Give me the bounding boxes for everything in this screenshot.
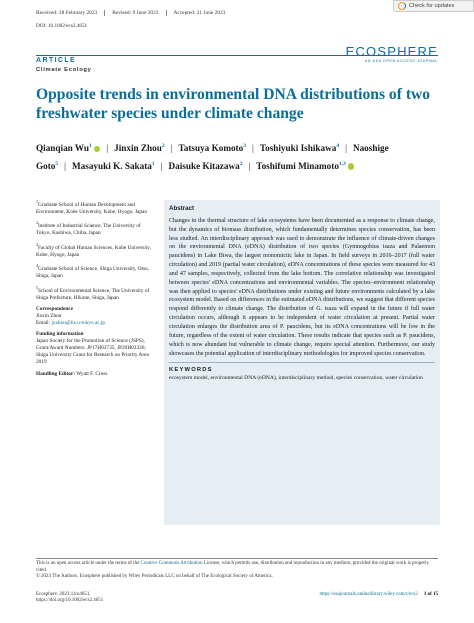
crossmark-icon — [398, 2, 406, 10]
affiliation-text: Faculty of Global Human Sciences, Kobe University, Kobe, Hyogo, Japan — [36, 244, 151, 258]
abstract-box — [164, 200, 440, 525]
journal-tagline: AN ESA OPEN ACCESS JOURNAL — [364, 59, 438, 63]
journal-url[interactable]: https://esajournals.onlinelibrary.wiley.com/r/ecs2 — [319, 592, 418, 597]
author-list — [36, 139, 446, 174]
email-label: Email: — [36, 319, 51, 326]
keywords-text: ecosystem model, environmental DNA (eDNA), interdisciplinary method, species conservation, water circulation — [169, 375, 423, 382]
author[interactable]: Masayuki K. Sakata — [72, 160, 152, 171]
email-link[interactable]: jxzhou@iis.u-tokyo.ac.jp — [51, 319, 106, 326]
author-separator: | — [345, 143, 347, 154]
correspondence-label: Correspondence — [36, 305, 73, 312]
affiliation-text: School of Environmental Science, The University of Shiga Prefecture, Hikone, Shiga, Japan — [36, 287, 150, 301]
doi: DOI: 10.1002/ecs2.4651 — [36, 23, 88, 29]
license-text-b: License, which permits use, distribution and reproduction in any medium, provided the original work is properly cited. — [36, 561, 429, 573]
check-updates-label: Check for updates — [409, 3, 455, 9]
copyright-line: © 2023 The Authors. Ecosphere published by Wiley Periodicals LLC on behalf of The Ecological Society of America. — [36, 574, 273, 580]
affiliation — [36, 198, 154, 216]
header-rule — [36, 55, 438, 56]
author-affiliation-number: 3 — [243, 143, 246, 149]
author-affiliation-number: 1 — [89, 143, 92, 149]
footer-rule — [36, 558, 438, 559]
journal-brand: ECOSPHERE — [345, 44, 438, 59]
affiliation — [36, 284, 154, 302]
affiliation-number: 4 — [36, 263, 38, 269]
funding-label: Funding information — [36, 331, 84, 338]
footer-doi[interactable]: https://doi.org/10.1002/ecs2.4651 — [36, 598, 104, 604]
orcid-icon[interactable] — [348, 163, 355, 170]
affiliation — [36, 262, 154, 280]
license — [36, 561, 440, 581]
citation — [36, 592, 103, 605]
author-separator: | — [160, 160, 163, 171]
author-separator: | — [251, 143, 254, 154]
author[interactable]: Qianqian Wu — [36, 143, 90, 154]
affiliation-number: 5 — [36, 284, 38, 290]
section-label: Climate Ecology — [36, 67, 92, 73]
keywords — [169, 362, 435, 382]
handling-editor-label: Handling Editor: — [36, 370, 75, 377]
affiliation-text: Institute of Industrial Science, The University of Tokyo, Kashiwa, Chiba, Japan — [36, 223, 141, 237]
cc-license-link[interactable]: Creative Commons Attribution — [140, 561, 203, 566]
author[interactable]: Tatsuya Komoto — [178, 143, 244, 154]
affiliation — [36, 219, 154, 237]
funding — [36, 331, 154, 366]
side-info — [36, 198, 154, 382]
journal-logo — [346, 44, 438, 63]
history-dates — [36, 10, 232, 16]
author-separator: | — [106, 143, 109, 154]
orcid-icon[interactable] — [94, 146, 101, 153]
handling-editor — [36, 371, 154, 378]
revised-date: Revised: 9 June 2023 — [105, 10, 166, 16]
affiliation-text: Graduate School of Science, Shiga University, Otsu, Shiga, Japan — [36, 266, 150, 280]
received-date: Received: 28 February 2023 — [36, 10, 105, 16]
abstract-heading: Abstract — [169, 205, 195, 212]
affiliation-number: 2 — [36, 220, 38, 226]
accepted-date: Accepted: 21 June 2023 — [173, 10, 226, 16]
author-affiliation-number: 1 — [151, 160, 155, 167]
author-separator: | — [170, 143, 173, 154]
abstract-text: Changes in the thermal structure of lake ecosystems have been documented as a response to climate change, but the dynamics of biomass distribution, which fundamentally determines species conservation, has been less studied. An interdisciplinary approach was used to demonstrate the influence of climate-driven changes on the environmental DNA (eDNA) distribution of two species (Gymnogobius isaza and Palaemon paucidens) in Lake Biwa, the largest monomictic lake in Japan. In field surveys in 2016–2017 (full water circulation) and 2019 (partial water circulation), eDNA concentrations of these species were measured for 43 and 47 samples, respectively, collected from the lake bottom. The correlative relationship was investigated between species' eDNA concentrations and environmental variables. The species–environment relationship was then applied to species' eDNA distributions under existing and future environments calculated by a lake ecosystem model. Based on differences in the estimated eDNA distributions, we suggest that different species respond differently to climate change. The distribution of G. isaza will expand in the future if full water circulation occurs, although it appears to be independent of water circulation at present. Partial water circulation enlarges the distribution area of P. paucidens, but its eDNA concentrations will be low in the future, regardless of the extent of water circulation. These results indicate that species such as P. paucidens, which is now abundant but vulnerable to climate change, require special attention. Furthermore, our study showcases the potential application of interdisciplinary methodologies for improved species conservation. — [169, 217, 435, 357]
affiliation-number: 3 — [36, 241, 38, 247]
correspondence-name: Jinxin Zhou — [36, 312, 62, 319]
author-separator: | — [64, 160, 66, 171]
author-affiliation-number: 2 — [239, 160, 243, 167]
author[interactable]: Jinxin Zhou — [114, 143, 162, 154]
footer-right — [319, 592, 438, 605]
funding-text: Japan Society for the Promotion of Science (JSPS), Grant/Award Numbers: JP17H03735, JP20H03326; Shiga University Grant for Research on Priority Area 2019 — [36, 338, 149, 366]
page-footer — [36, 592, 438, 605]
affiliation-number: 1 — [36, 199, 38, 204]
author[interactable]: Daisuke Kitazawa — [168, 160, 240, 171]
author-affiliation-number: 2 — [161, 143, 165, 149]
license-text-a: This is an open access article under the terms of the — [36, 561, 141, 566]
correspondence-email-line — [36, 320, 154, 327]
paper-title: Opposite trends in environmental DNA distributions of two freshwater species under climate change — [36, 86, 431, 122]
check-updates-button[interactable] — [393, 0, 474, 12]
author[interactable]: Naoshige Goto — [36, 143, 389, 171]
keywords-heading: KEYWORDS — [169, 367, 213, 374]
journal-citation: Ecosphere. 2023;14:e4651. — [36, 592, 91, 597]
author-separator: | — [248, 160, 251, 171]
correspondence — [36, 306, 154, 327]
author-affiliation-number: 1,3 — [338, 160, 346, 167]
handling-editor-name: Wyatt F. Cross — [76, 370, 108, 377]
article-type: ARTICLE — [36, 57, 77, 64]
author[interactable]: Toshifumi Minamoto — [256, 160, 339, 171]
affiliations — [36, 198, 154, 302]
affiliation-text: Graduate School of Human Development and Environment, Kobe University, Kobe, Hyogo, Japan — [36, 201, 148, 215]
author-affiliation-number: 5 — [55, 160, 59, 167]
license-line-1 — [36, 561, 440, 574]
author-affiliation-number: 4 — [336, 143, 340, 149]
affiliation — [36, 241, 154, 259]
page-number: 1 of 15 — [423, 592, 438, 597]
author[interactable]: Toshiyuki Ishikawa — [259, 143, 337, 154]
